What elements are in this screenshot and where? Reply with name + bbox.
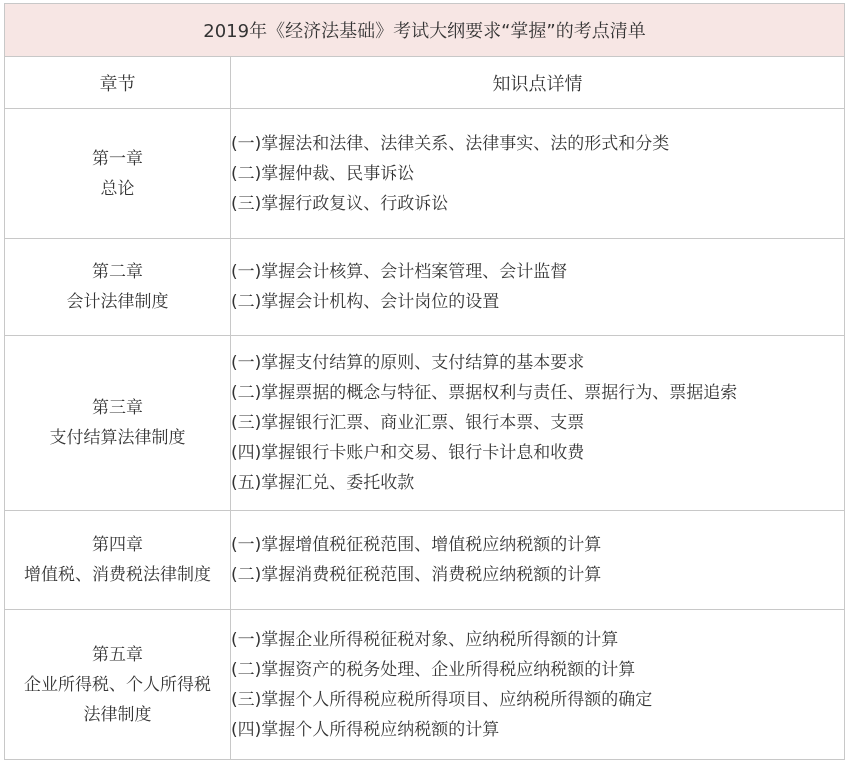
- table-row: [5, 239, 845, 336]
- chapter-name: 会计法律制度: [66, 292, 169, 312]
- header-details: 知识点详情: [231, 57, 845, 109]
- chapter-cell: [5, 336, 231, 511]
- chapter-number: 第三章: [92, 398, 143, 418]
- list-item: (二)掌握资产的税务处理、企业所得税应纳税额的计算: [231, 659, 636, 680]
- chapter-number: 第四章: [92, 535, 143, 555]
- header-row: [5, 57, 845, 109]
- details-cell: [231, 109, 845, 239]
- details-cell: [231, 511, 845, 610]
- list-item: (二)掌握仲裁、民事诉讼: [231, 163, 415, 184]
- details-cell: [231, 239, 845, 336]
- list-item: (四)掌握银行卡账户和交易、银行卡计息和收费: [231, 443, 585, 463]
- title-row: [5, 4, 845, 57]
- list-item: (一)掌握法和法律、法律关系、法律事实、法的形式和分类: [231, 133, 670, 154]
- chapter-name: 法律制度: [83, 704, 152, 725]
- chapter-name: 增值税、消费税法律制度: [24, 565, 211, 585]
- chapter-cell: [5, 109, 231, 239]
- list-item: (三)掌握个人所得税应税所得项目、应纳税所得额的确定: [231, 689, 653, 710]
- list-item: (三)掌握银行汇票、商业汇票、银行本票、支票: [231, 413, 585, 433]
- list-item: (一)掌握支付结算的原则、支付结算的基本要求: [231, 353, 585, 373]
- table-row: [5, 511, 845, 610]
- list-item: (一)掌握企业所得税征税对象、应纳税所得额的计算: [231, 629, 619, 650]
- table-row: [5, 109, 845, 239]
- table-title: 2019年《经济法基础》考试大纲要求“掌握”的考点清单: [5, 4, 845, 57]
- list-item: (一)掌握增值税征税范围、增值税应纳税额的计算: [231, 535, 602, 555]
- details-cell: [231, 336, 845, 511]
- chapter-number: 第五章: [92, 644, 143, 665]
- list-item: (二)掌握会计机构、会计岗位的设置: [231, 292, 500, 312]
- list-item: (二)掌握票据的概念与特征、票据权利与责任、票据行为、票据追索: [231, 383, 738, 403]
- chapter-cell: [5, 511, 231, 610]
- table-row: [5, 610, 845, 760]
- chapter-cell: [5, 239, 231, 336]
- list-item: (一)掌握会计核算、会计档案管理、会计监督: [231, 262, 568, 282]
- list-item: (四)掌握个人所得税应纳税额的计算: [231, 719, 500, 740]
- chapter-number: 第二章: [92, 262, 143, 282]
- chapter-name: 总论: [100, 178, 135, 199]
- table-row: [5, 336, 845, 511]
- list-item: (二)掌握消费税征税范围、消费税应纳税额的计算: [231, 565, 602, 585]
- chapter-number: 第一章: [92, 148, 143, 169]
- exam-outline-table: [4, 3, 845, 760]
- list-item: (五)掌握汇兑、委托收款: [231, 473, 415, 493]
- list-item: (三)掌握行政复议、行政诉讼: [231, 193, 449, 214]
- header-chapter: 章节: [5, 57, 231, 109]
- chapter-name: 支付结算法律制度: [49, 428, 186, 448]
- chapter-name: 企业所得税、个人所得税: [24, 674, 211, 695]
- chapter-cell: [5, 610, 231, 760]
- details-cell: [231, 610, 845, 760]
